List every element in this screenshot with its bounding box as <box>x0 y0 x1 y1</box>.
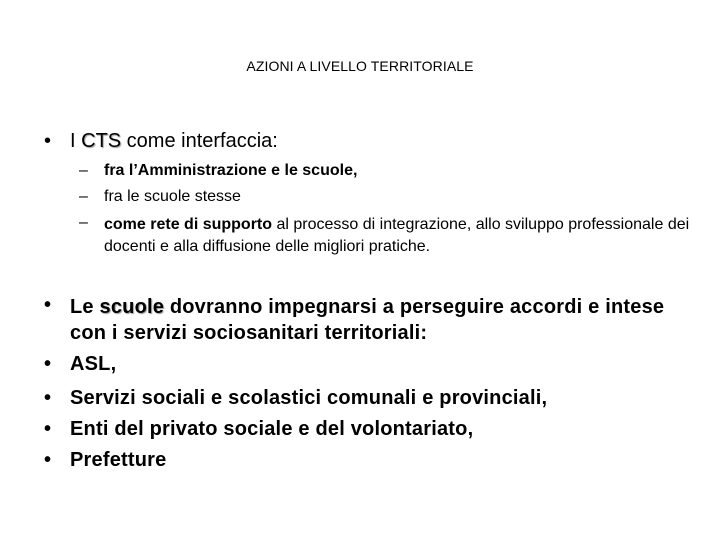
sub-item-rest: al processo di integrazione, allo sviluppo professionale dei docenti e alla diffusione delle migliori pratiche. <box>104 216 690 255</box>
list-item-text: Prefetture <box>70 449 167 471</box>
bullet-dot: • <box>44 353 52 375</box>
bullet-text <box>70 294 680 346</box>
list-item <box>44 353 116 376</box>
sub-item <box>79 162 357 180</box>
bullet-dot: • <box>44 449 52 471</box>
sub-item <box>79 188 241 206</box>
sub-item-bold: come rete di supporto <box>104 216 273 233</box>
bullet-dot: • <box>44 387 52 409</box>
sub-item-text <box>104 214 694 258</box>
bullet-text <box>70 130 278 153</box>
list-item-text: ASL, <box>70 353 117 375</box>
sub-item-text: fra l’Amministrazione e le scuole, <box>104 162 358 179</box>
list-item-text: Servizi sociali e scolastici comunali e provinciali, <box>70 387 548 409</box>
sub-item <box>79 214 694 258</box>
bullet-cts <box>44 130 278 153</box>
sub-dash: – <box>79 188 88 205</box>
slide-title: AZIONI A LIVELLO TERRITORIALE <box>246 58 474 74</box>
sub-item-text: fra le scuole stesse <box>104 188 241 205</box>
list-item <box>44 449 166 472</box>
sub-dash: – <box>79 214 88 231</box>
bullet-text-post: come interfaccia: <box>121 130 278 152</box>
list-item <box>44 387 547 410</box>
bullet-dot: • <box>44 130 52 152</box>
list-item <box>44 418 473 441</box>
bullet-text-pre: Le <box>70 296 100 318</box>
list-item-text: Enti del privato sociale e del volontariato, <box>70 418 474 440</box>
bullet-dot: • <box>44 294 52 316</box>
bullet-text-post: dovranno impegnarsi a perseguire accordi e intese con i servizi sociosanitari territoriali: <box>70 296 665 344</box>
cts-term: CTS <box>81 130 122 152</box>
sub-dash: – <box>79 162 88 179</box>
bullet-scuole <box>44 294 680 346</box>
bullet-text-pre: I <box>70 130 82 152</box>
scuole-term: scuole <box>99 296 165 318</box>
bullet-dot: • <box>44 418 52 440</box>
